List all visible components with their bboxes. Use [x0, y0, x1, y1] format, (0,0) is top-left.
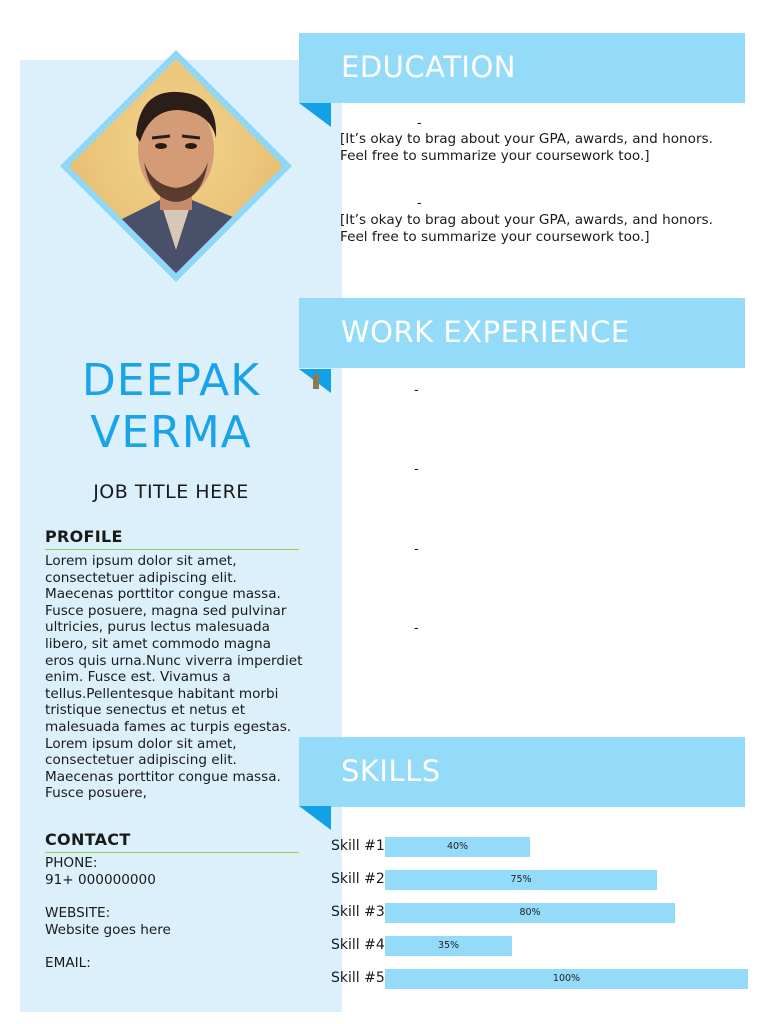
skill-bar-5	[385, 969, 748, 989]
skill-label-1: Skill #1	[331, 838, 385, 854]
phone-label: PHONE:	[45, 855, 98, 871]
work-dash-1: -	[414, 383, 419, 398]
work-dash-2: -	[414, 462, 419, 477]
skills-fold-icon	[299, 806, 331, 830]
contact-divider	[45, 852, 299, 853]
skill-bar-2	[385, 870, 657, 890]
education-entry-1: [It’s okay to brag about your GPA, awards, and honors. Feel free to summarize your coursework too.]	[340, 131, 713, 164]
skills-banner	[299, 737, 745, 807]
phone-value: 91+ 000000000	[45, 872, 156, 888]
profile-divider	[45, 549, 299, 550]
skill-label-4: Skill #4	[331, 937, 385, 953]
skill-percent-2: 75%	[510, 874, 532, 885]
education-heading: EDUCATION	[341, 50, 517, 84]
work-heading: WORK EXPERIENCE	[341, 315, 630, 349]
skill-bar-3	[385, 903, 675, 923]
skill-label-2: Skill #2	[331, 871, 385, 887]
email-label: EMAIL:	[45, 955, 91, 971]
education-entry-2: [It’s okay to brag about your GPA, awards, and honors. Feel free to summarize your coursework too.]	[340, 212, 713, 245]
skill-label-3: Skill #3	[331, 904, 385, 920]
skill-label-5: Skill #5	[331, 970, 385, 986]
skills-heading: SKILLS	[341, 754, 441, 788]
skill-bar-1	[385, 837, 530, 857]
website-value: Website goes here	[45, 922, 171, 938]
education-dash-1: -	[417, 116, 422, 131]
name-last: VERMA	[90, 407, 252, 458]
work-dash-4: -	[414, 621, 419, 636]
job-title: JOB TITLE HERE	[93, 481, 249, 503]
skill-bar-4	[385, 936, 512, 956]
education-dash-2: -	[417, 196, 422, 211]
avatar	[60, 50, 292, 282]
education-fold-icon	[299, 103, 331, 127]
contact-heading: CONTACT	[45, 830, 131, 849]
skill-percent-5: 100%	[552, 973, 581, 984]
profile-photo	[60, 50, 292, 282]
profile-text: Lorem ipsum dolor sit amet, consectetuer adipiscing elit. Maecenas porttitor congue massa. Fusce posuere, magna sed pulvinar ultricies, purus lectus malesuada libero, sit amet commodo magna eros quis urna.Nunc viverra imperdiet enim. Fusce est. Vivamus a tellus.Pellentesque habitant morbi tristique senectus et netus et malesuada fames ac turpis egestas. Lorem ipsum dolor sit amet, consectetuer adipiscing elit. Maecenas porttitor congue massa. Fusce posuere,	[45, 553, 303, 802]
work-banner	[299, 298, 745, 368]
skill-percent-1: 40%	[446, 841, 469, 852]
name-first: DEEPAK	[81, 355, 261, 406]
work-fold-icon	[299, 369, 331, 393]
education-banner	[299, 33, 745, 103]
work-dash-3: -	[414, 542, 419, 557]
profile-heading: PROFILE	[45, 527, 123, 546]
website-label: WEBSITE:	[45, 905, 111, 921]
skill-percent-4: 35%	[437, 940, 460, 951]
skill-percent-3: 80%	[519, 907, 541, 918]
